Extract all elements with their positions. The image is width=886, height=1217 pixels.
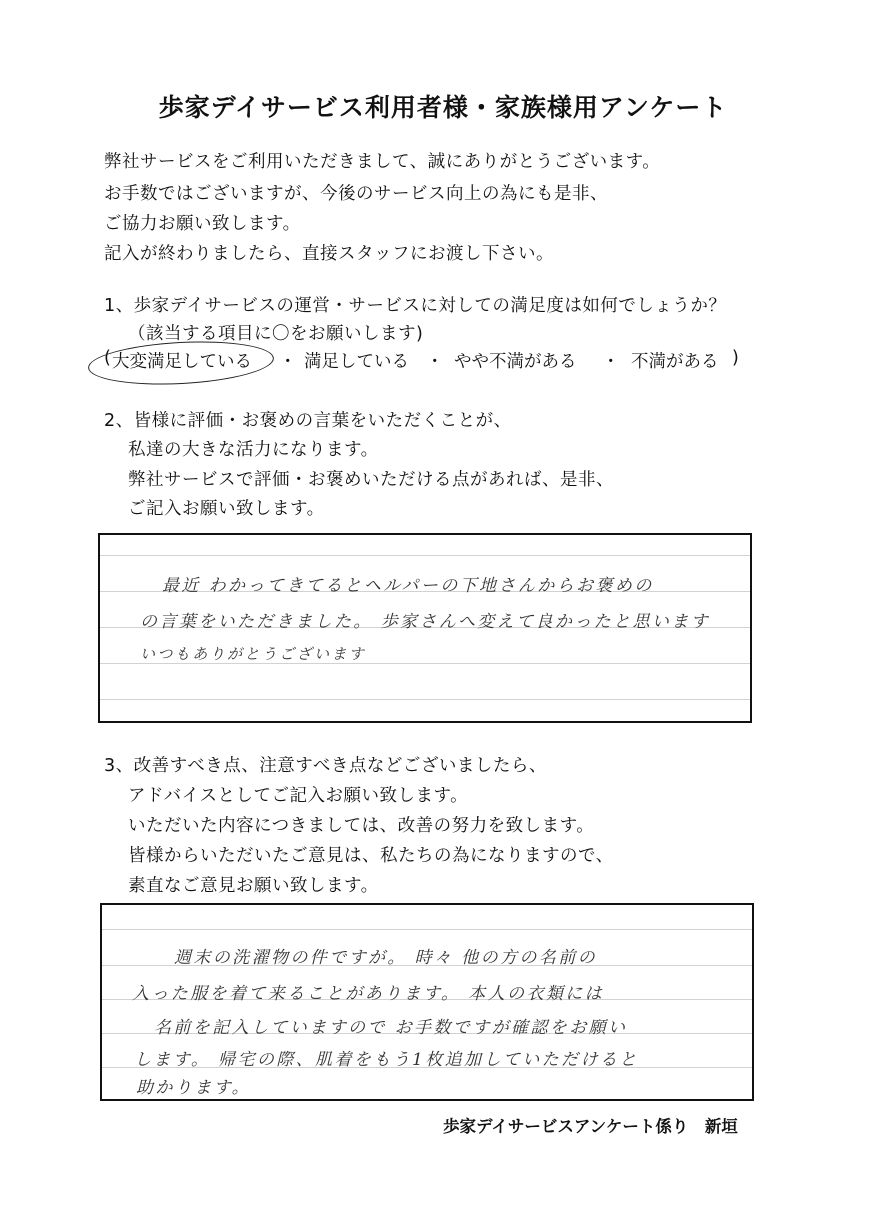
handwritten-answer-line-3: 名前を記入していますので お手数ですが確認をお願い <box>154 1018 628 1038</box>
intro-line-4: 記入が終わりましたら、直接スタッフにお渡し下さい。 <box>104 244 554 264</box>
question-2-line-1: 2、皆様に評価・お褒めの言葉をいただくことが、 <box>104 411 512 431</box>
question-3-line-2: アドバイスとしてご記入お願い致します。 <box>128 786 469 806</box>
question-3-answer-box[interactable] <box>100 903 754 1101</box>
choice-very-satisfied[interactable]: 大変満足している <box>112 352 252 372</box>
question-3-line-5: 素直なご意見お願い致します。 <box>128 876 379 896</box>
handwritten-answer-line-4: します。 帰宅の際、肌着をもう1枚追加していただけると <box>134 1050 639 1070</box>
choice-somewhat-dissatisfied[interactable]: やや不満がある <box>454 352 577 372</box>
intro-line-2: お手数ではございますが、今後のサービス向上の為にも是非、 <box>104 184 608 204</box>
choice-separator: ・ <box>602 352 620 372</box>
intro-line-1: 弊社サービスをご利用いただきまして、誠にありがとうございます。 <box>104 152 661 172</box>
choice-satisfied[interactable]: 満足している <box>304 352 409 372</box>
intro-line-3: ご協力お願い致します。 <box>104 214 301 234</box>
question-3-line-3: いただいた内容につきましては、改善の努力を致します。 <box>128 816 595 836</box>
question-1-note: （該当する項目に〇をお願いします) <box>128 324 424 344</box>
question-3-line-1: 3、改善すべき点、注意すべき点などございましたら、 <box>104 756 547 776</box>
handwritten-answer-line-1: 最近 わかってきてるとヘルパーの下地さんからお褒めの <box>162 576 654 596</box>
choice-open-paren: ( <box>104 348 111 368</box>
question-2-line-2: 私達の大きな活力になります。 <box>128 440 379 460</box>
ruled-line <box>102 929 752 930</box>
ruled-line <box>100 699 750 700</box>
footer-signature: 歩家デイサービスアンケート係り 新垣 <box>443 1117 738 1136</box>
handwritten-answer-line-2: 入った服を着て来ることがあります。 本人の衣類には <box>132 984 605 1004</box>
handwritten-answer-line-1: 週末の洗濯物の件ですが。 時々 他の方の名前の <box>174 948 598 968</box>
choice-dissatisfied[interactable]: 不満がある <box>631 352 719 372</box>
page-title: 歩家デイサービス利用者様・家族様用アンケート <box>158 93 728 122</box>
question-1: 1、歩家デイサービスの運営・サービスに対しての満足度は如何でしょうか？ <box>104 296 727 316</box>
question-2-answer-box[interactable] <box>98 533 752 723</box>
choice-separator: ・ <box>279 352 297 372</box>
choice-separator: ・ <box>426 352 444 372</box>
question-2-line-3: 弊社サービスで評価・お褒めいただける点があれば、是非、 <box>128 470 614 490</box>
handwritten-answer-line-3: いつもありがとうございます <box>140 645 367 663</box>
handwritten-answer-line-5: 助かります。 <box>136 1078 252 1098</box>
choice-close-paren: ) <box>732 348 739 368</box>
ruled-line <box>100 555 750 556</box>
handwritten-answer-line-2: の言葉をいただきました。 歩家さんへ変えて良かったと思います <box>140 612 711 632</box>
question-3-line-4: 皆様からいただいたご意見は、私たちの為になりますので、 <box>128 846 614 866</box>
question-2-line-4: ご記入お願い致します。 <box>128 499 325 519</box>
